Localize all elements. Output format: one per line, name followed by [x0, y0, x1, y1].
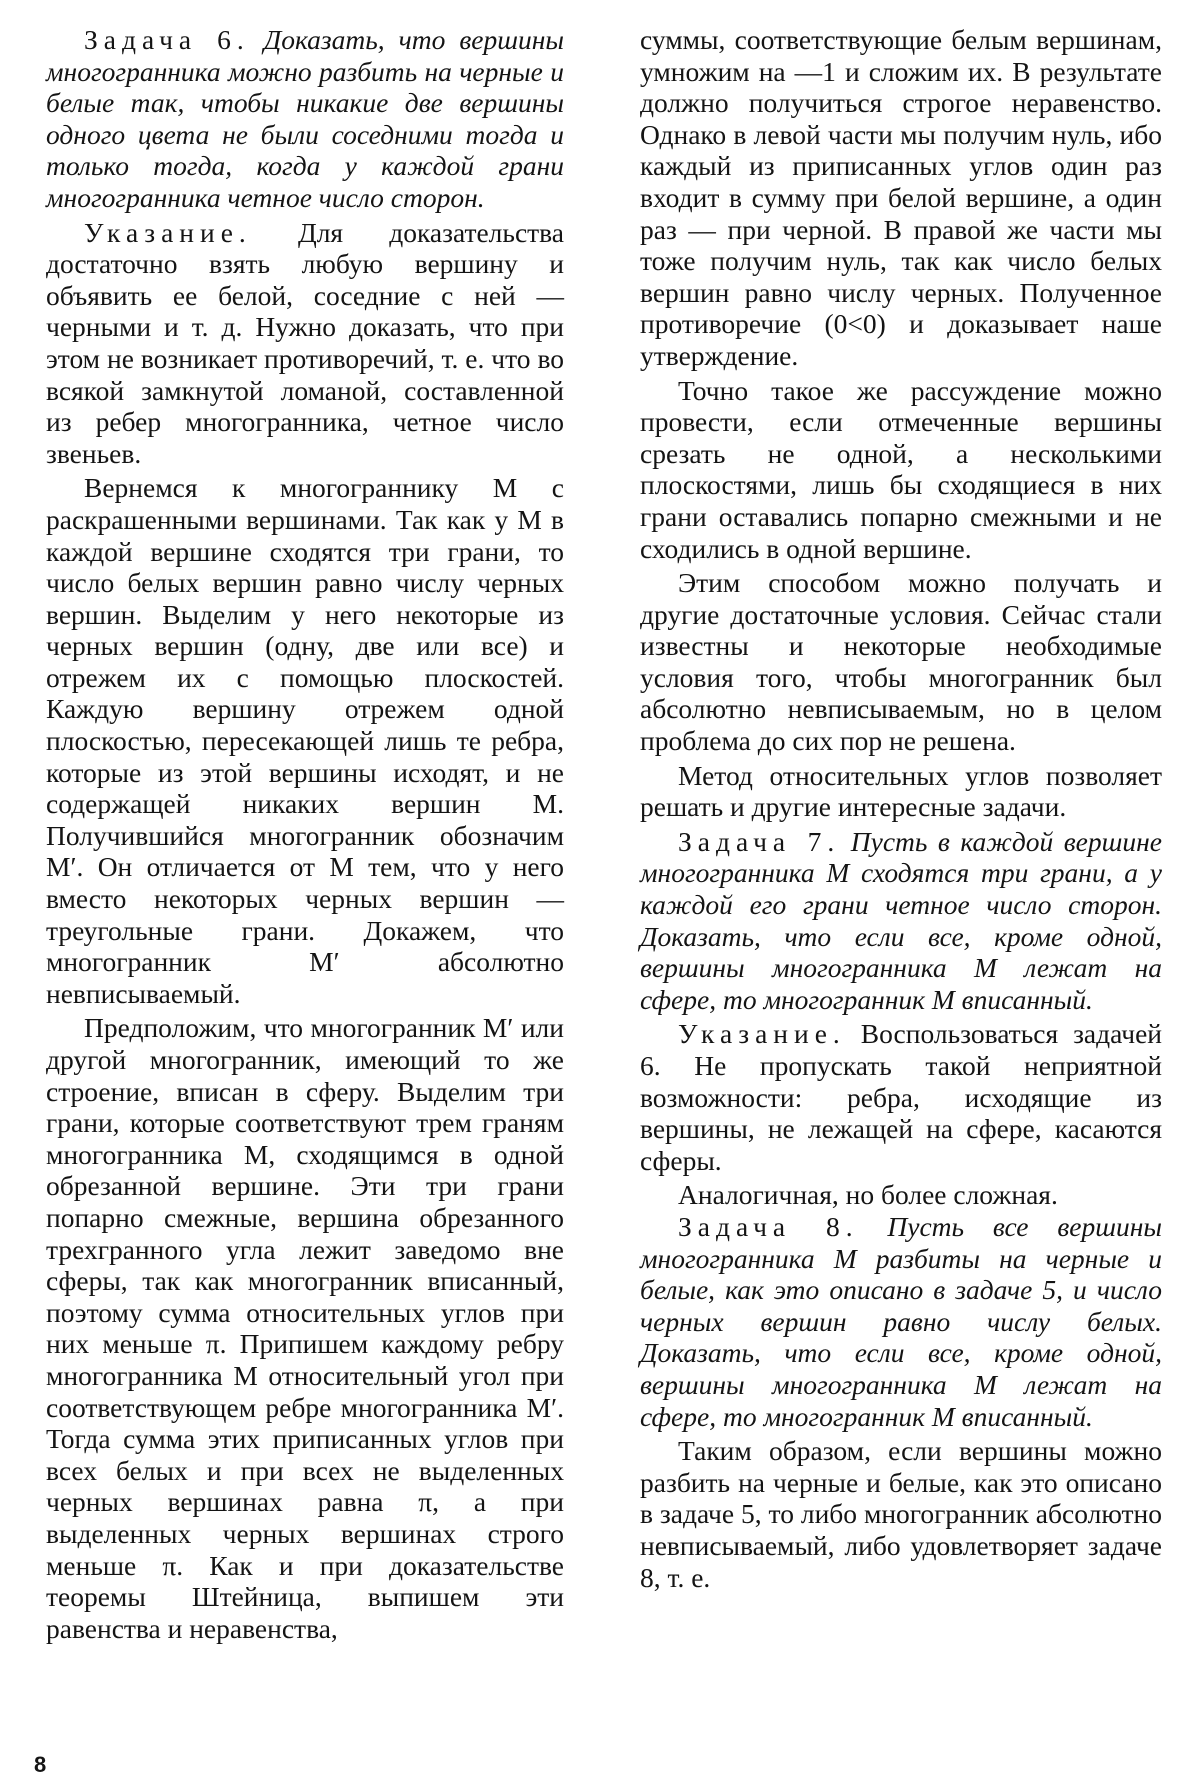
paragraph-continuation: суммы, соответствующие белым вершинам, умножим на —1 и сложим их. В результате должно получиться строгое неравенство. Однако в левой части мы получим нуль, ибо каждый из приписанных углов один раз входит в сумму при белой вершине, а один раз — при черной. В правой же части мы тоже получим нуль, так как число белых вершин равно числу черных. Полученное противоречие (0<0) и доказывает наше утверждение.: [640, 24, 1162, 371]
paragraph-assumption: Предположим, что многогранник M′ или другой многогранник, имеющий то же строение, вписан в сферу. Выделим три грани, которые соответствуют трем граням многогранника M, сходящимся в одной обрезанной вершине. Эти три грани попарно смежные, вершина обрезанного трехгранного угла лежит заведомо вне сферы, так как многогранник вписанный, поэтому сумма относительных углов при них меньше π. Припишем каждому ребру многогранника M относительный угол при соответствующем ребре многогранника M′. Тогда сумма этих приписанных углов при всех белых и при всех не выделенных черных вершинах равна π, а при выделенных черных вершинах строго меньше π. Как и при доказательстве теоремы Штейница, выпишем эти равенства и неравенства,: [46, 1012, 564, 1644]
paragraph-colored-polyhedron: Вернемся к многограннику M с раскрашенными вершинами. Так как у M в каждой вершине сходятся три грани, то число белых вершин равно числу черных вершин. Выделим у него некоторые из черных вершин (одну, две или все) и отрежем их с помощью плоскостей. Каждую вершину отрежем одной плоскостью, пересекающей лишь те ребра, которые из этой вершины исходят, и не содержащей никаких вершин M. Получившийся многогранник обозначим M′. Он отличается от M тем, что у него вместо некоторых черных вершин — треугольные грани. Докажем, что многогранник M′ абсолютно невписываемый.: [46, 472, 564, 1009]
problem-8-statement: Пусть все вершины многогранника M разбиты на черные и белые, как это описано в задаче 5, и число черных вершин равно числу белых. Доказать, что если все, кроме одной, вершины многогранника M лежат на сфере, то многогранник M вписанный.: [640, 1210, 1162, 1432]
paragraph-method: Метод относительных углов позволяет решать и другие интересные задачи.: [640, 759, 1162, 823]
hint-7: [640, 1018, 1162, 1176]
problem-7: [640, 826, 1162, 1016]
problem-7-label: Задача 7.: [678, 825, 841, 857]
hint-6-label: Указание.: [84, 216, 252, 248]
paragraph-conclusion: Таким образом, если вершины можно разбить на черные и белые, как это описано в задаче 5, то либо многогранник абсолютно невписываемый, либо удовлетворяет задаче 8, т. е.: [640, 1435, 1162, 1593]
problem-8: [640, 1211, 1162, 1432]
problem-8-label: Задача 8.: [678, 1210, 859, 1242]
problem-7-statement: Пусть в каждой вершине многогранника M сходятся три грани, а у каждой его грани четное число сторон. Доказать, что если все, кроме одной, вершины многогранника M лежат на сфере, то многогранник M вписанный.: [640, 825, 1162, 1015]
problem-6: [46, 24, 564, 214]
hint-7-text: Воспользоваться задачей 6. Не пропускать такой неприятной возможности: ребра, исходящие из вершины, не лежащей на сфере, касаются сферы.: [640, 1018, 1162, 1176]
hint-6: [46, 217, 564, 470]
right-column: [640, 24, 1162, 1593]
paragraph-same-reasoning: Точно такое же рассуждение можно провести, если отмеченные вершины срезать не одной, а несколькими плоскостями, лишь бы сходящиеся в них грани оставались попарно смежными и не сходились в одной вершине.: [640, 374, 1162, 564]
hint-6-text: Для доказательства достаточно взять любую вершину и объявить ее белой, соседние с ней — черными и т. д. Нужно доказать, что при этом не возникает противоречий, т. е. что во всякой замкнутой ломаной, составленной из ребер многогранника, четное число звеньев.: [46, 216, 564, 469]
problem-6-label: Задача 6.: [84, 24, 250, 55]
problem-6-statement: Доказать, что вершины многогранника можно разбить на черные и белые так, чтобы никакие две вершины одного цвета не были соседними тогда и только тогда, когда у каждой грани многогранника четное число сторон.: [46, 24, 564, 213]
left-column: [46, 24, 564, 1644]
page-number: 8: [34, 1752, 47, 1777]
paragraph-other-conditions: Этим способом можно получать и другие достаточные условия. Сейчас стали известны и некоторые необходимые условия того, чтобы многогранник был абсолютно невписываемым, но в целом проблема до сих пор не решена.: [640, 567, 1162, 757]
paragraph-analogous: Аналогичная, но более сложная.: [678, 1179, 1058, 1211]
hint-7-label: Указание.: [678, 1018, 846, 1050]
